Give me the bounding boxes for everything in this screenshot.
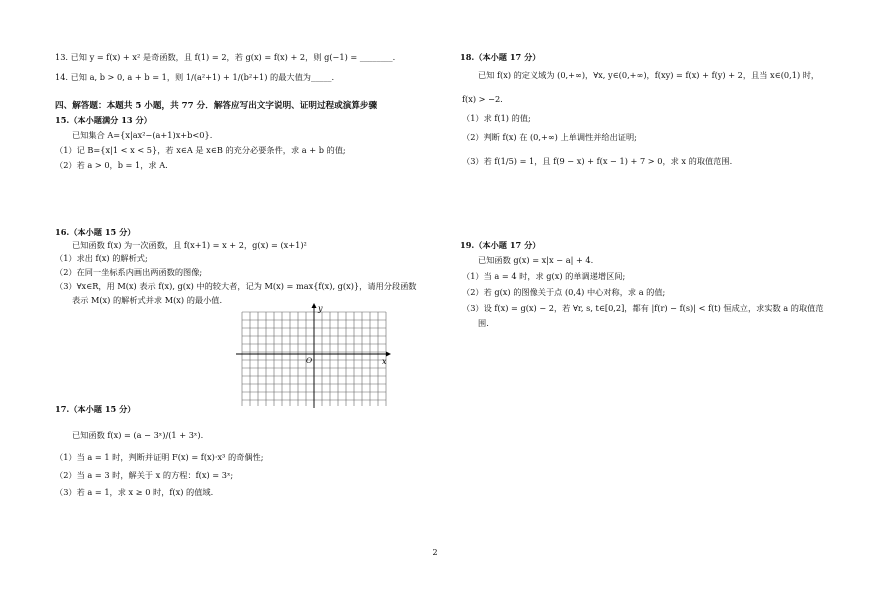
question-13: 13. 已知 y = f(x) + x² 是奇函数，且 f(1) = 2，若 g(x) = f(x) + 2，则 g(−1) = ________. [55, 52, 396, 62]
question-18-part1: （1）求 f(1) 的值; [462, 113, 531, 123]
question-18-stem-line1: 已知 f(x) 的定义域为 (0,+∞)，∀x, y∈(0,+∞)，f(xy) = f(x) + f(y) + 2，且当 x∈(0,1) 时， [478, 70, 820, 80]
question-19-part2: （2）若 g(x) 的图像关于点 (0,4) 中心对称，求 a 的值; [462, 287, 666, 297]
question-16-part2: （2）在同一坐标系内画出两函数的图像; [55, 267, 203, 277]
question-19-part1: （1）当 a = 4 时，求 g(x) 的单调递增区间; [462, 271, 626, 281]
x-axis-label: x [382, 357, 387, 366]
question-16-part3-line1: （3）∀x∈R，用 M(x) 表示 f(x), g(x) 中的较大者，记为 M(x) = max{f(x), g(x)}，请用分段函数 [55, 281, 417, 291]
question-15-part2: （2）若 a > 0，b = 1，求 A. [55, 160, 168, 170]
question-18-title: 18.（本小题 17 分） [460, 52, 541, 62]
page-number: 2 [432, 548, 438, 557]
section-heading: 四、解答题：本题共 5 小题，共 77 分．解答应写出文字说明、证明过程或演算步骤 [55, 101, 378, 111]
x-axis-arrow-icon [386, 352, 391, 357]
question-16-title: 16.（本小题 15 分） [55, 227, 136, 237]
question-19-part3-line1: （3）设 f(x) = g(x) − 2，若 ∀r, s, t∈[0,2]，都有 |f(r) − f(s)| < f(t) 恒成立，求实数 a 的取值范 [462, 303, 824, 313]
question-16-part3-line2: 表示 M(x) 的解析式并求 M(x) 的最小值. [72, 295, 223, 305]
question-18-part3: （3）若 f(1/5) = 1，且 f(9 − x) + f(x − 1) + 7 > 0，求 x 的取值范围. [462, 156, 733, 166]
question-19-stem: 已知函数 g(x) = x|x − a| + 4. [478, 255, 594, 265]
question-16-part1: （1）求出 f(x) 的解析式; [55, 253, 148, 263]
question-15-stem: 已知集合 A={x|ax²−(a+1)x+b<0}. [72, 130, 213, 140]
question-19-title: 19.（本小题 17 分） [460, 240, 541, 250]
right-column [440, 0, 870, 596]
y-axis-label: y [318, 304, 323, 313]
question-18-stem-line2: f(x) > −2. [462, 94, 503, 104]
question-17-part3: （3）若 a = 1，求 x ≥ 0 时，f(x) 的值域. [55, 487, 214, 497]
question-16-stem: 已知函数 f(x) 为一次函数，且 f(x+1) = x + 2，g(x) = (x+1)² [72, 240, 307, 250]
question-17-part1: （1）当 a = 1 时，判断并证明 F(x) = f(x)·x³ 的奇偶性; [55, 452, 264, 462]
question-14: 14. 已知 a, b > 0, a + b = 1，则 1/(a²+1) + 1/(b²+1) 的最大值为_____. [55, 72, 335, 82]
question-15-title: 15.（本小题满分 13 分） [55, 115, 152, 125]
question-18-part2: （2）判断 f(x) 在 (0,+∞) 上单调性并给出证明; [462, 132, 637, 142]
origin-label: O [306, 356, 313, 365]
coordinate-grid [236, 302, 392, 410]
y-axis-arrow-icon [312, 303, 317, 308]
question-19-part3-line2: 围. [478, 318, 489, 328]
question-17-stem: 已知函数 f(x) = (a − 3ˣ)/(1 + 3ˣ). [72, 430, 204, 440]
question-15-part1: （1）记 B={x|1 < x < 5}，若 x∈A 是 x∈B 的充分必要条件，求 a + b 的值; [55, 145, 346, 155]
question-17-part2: （2）当 a = 3 时，解关于 x 的方程：f(x) = 3ˣ; [55, 470, 234, 480]
question-17-title: 17.（本小题 15 分） [55, 404, 136, 414]
